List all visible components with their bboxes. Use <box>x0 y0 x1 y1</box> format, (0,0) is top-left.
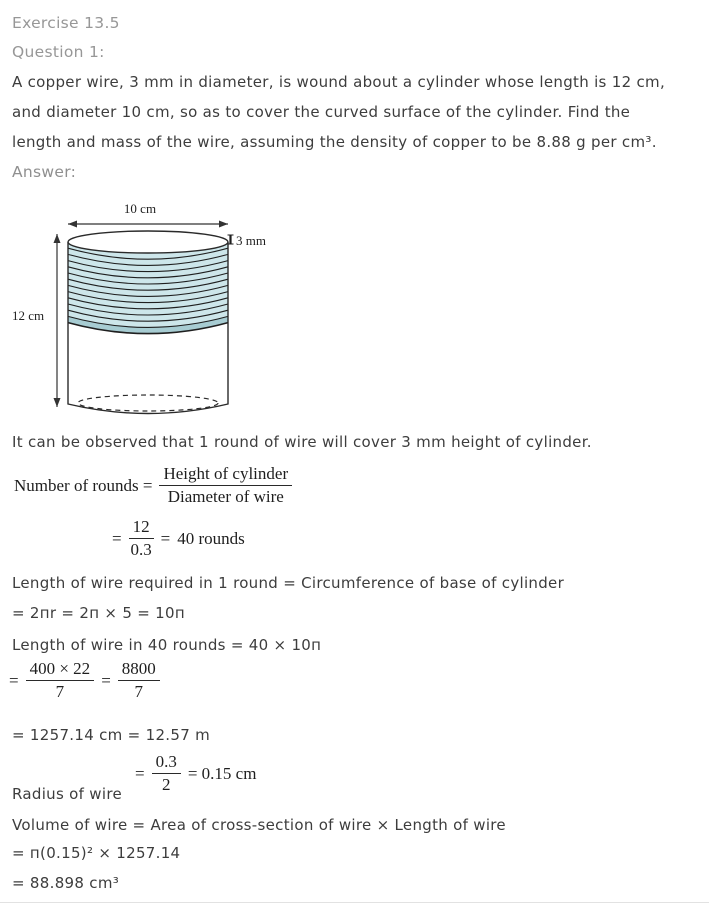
length-fraction-1 <box>26 660 95 701</box>
question-label: Question 1: <box>12 43 105 61</box>
volume-calc-line: = п(0.15)² × 1257.14 <box>12 844 181 862</box>
fraction-denominator: 7 <box>134 682 144 701</box>
radius-formula <box>135 753 256 794</box>
observation-line: It can be observed that 1 round of wire will cover 3 mm height of cylinder. <box>12 433 592 451</box>
fraction-numerator: 8800 <box>118 660 160 681</box>
wire-label: 3 mm <box>236 233 266 248</box>
forty-rounds-line: Length of wire in 40 rounds = 40 × 10п <box>12 636 322 654</box>
rounds-result: 40 rounds <box>177 528 245 548</box>
cylinder-diagram <box>10 198 280 424</box>
rounds-fraction <box>159 465 292 506</box>
volume-line: Volume of wire = Area of cross-section of wire × Length of wire <box>12 816 506 834</box>
fraction-numerator: 400 × 22 <box>26 660 95 681</box>
radius-result: = 0.15 cm <box>187 763 257 783</box>
rounds-formula-label: Number of rounds = <box>14 475 153 495</box>
height-label: 12 cm <box>12 308 45 323</box>
equals-sign: = <box>101 670 111 690</box>
volume-result-line: = 88.898 cm³ <box>12 874 120 892</box>
equals-sign: = <box>160 528 171 548</box>
cylinder-top-ellipse <box>68 231 228 253</box>
bottom-divider <box>0 902 709 903</box>
fraction-numerator: 12 <box>129 518 154 539</box>
answer-label: Answer: <box>12 163 77 181</box>
coil-stack <box>68 242 228 334</box>
question-line: A copper wire, 3 mm in diameter, is wound about a cylinder whose length is 12 cm, <box>12 73 666 91</box>
question-line: length and mass of the wire, assuming the density of copper to be 8.88 g per cm³. <box>12 133 657 151</box>
rounds-value <box>112 518 245 559</box>
equals-sign: = <box>9 670 19 690</box>
radius-label: Radius of wire <box>12 785 122 803</box>
fraction-denominator: 2 <box>161 775 171 794</box>
question-line: and diameter 10 cm, so as to cover the curved surface of the cylinder. Find the <box>12 103 631 121</box>
question-text <box>12 67 665 157</box>
fraction-denominator: Diameter of wire <box>167 487 284 506</box>
equals-sign: = <box>135 763 145 783</box>
diameter-label: 10 cm <box>123 201 157 216</box>
fraction-denominator: 7 <box>55 682 65 701</box>
fraction-numerator: 0.3 <box>152 753 181 774</box>
exercise-title: Exercise 13.5 <box>12 14 120 32</box>
height-dimension-arrow <box>54 234 61 407</box>
cylinder-figure <box>10 198 280 424</box>
length-fraction-2 <box>118 660 160 701</box>
radius-block <box>12 753 412 813</box>
rounds-value-fraction <box>129 518 154 559</box>
length-result-line: = 1257.14 cm = 12.57 m <box>12 726 211 744</box>
fraction-numerator: Height of cylinder <box>159 465 292 486</box>
equals-sign: = <box>112 528 122 548</box>
radius-fraction <box>152 753 181 794</box>
rounds-formula <box>14 465 292 506</box>
cylinder-base-dashed <box>78 395 218 411</box>
fraction-denominator: 0.3 <box>130 540 152 559</box>
circumference-line: = 2пr = 2п × 5 = 10п <box>12 604 185 622</box>
length-one-round-line: Length of wire required in 1 round = Circumference of base of cylinder <box>12 574 565 592</box>
diameter-dimension-arrow <box>68 221 228 228</box>
length-fraction-row <box>9 660 160 701</box>
